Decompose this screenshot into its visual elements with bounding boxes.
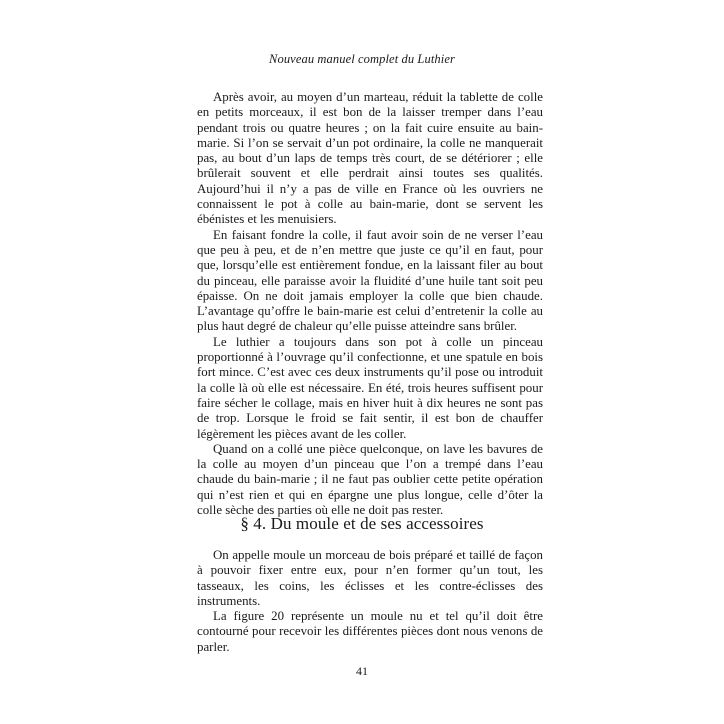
paragraph: On appelle moule un morceau de bois préparé et taillé de façon à pouvoir fixer entre eux, pour n’en former qu’un tout, les tasseaux, les coins, les éclisses et les contre-éclisses des instruments. <box>197 548 543 608</box>
paragraph: En faisant fondre la colle, il faut avoir soin de ne verser l’eau que peu à peu, et de n’en mettre que juste ce qu’il en faut, pour que, lorsqu’elle est entièrement fondue, en la laissant filer au bout du pinceau, elle paraisse avoir la fluidité d’une huile tant soit peu épaisse. On ne doit jamais employer la colle que bien chaude. L’avantage qu’offre le bain-marie est celui d’entretenir la colle au plus haut degré de chaleur qu’elle puisse atteindre sans brûler. <box>197 227 543 334</box>
paragraph: Le luthier a toujours dans son pot à colle un pinceau proportionné à l’ouvrage qu’il confectionne, et une spatule en bois fort mince. C’est avec ces deux instruments qu’il pose ou introduit la colle là où elle est nécessaire. En été, trois heures suffisent pour faire sécher le collage, mais en hiver huit à dix heures ne sont pas de trop. Lorsque le froid se fait sentir, il est bon de chauffer légèrement les pièces avant de les coller. <box>197 334 543 441</box>
text-block-after-section <box>197 548 543 655</box>
paragraph: La figure 20 représente un moule nu et tel qu’il doit être contourné pour recevoir les différentes pièces dont nous venons de parler. <box>197 609 543 654</box>
paragraph: Après avoir, au moyen d’un marteau, réduit la tablette de colle en petits morceaux, il est bon de la laisser tremper dans l’eau pendant trois ou quatre heures ; on la fait cuire ensuite au bain-marie. Si l’on se servait d’un pot ordinaire, la colle ne manquerait pas, au bout d’un laps de temps très court, de se détériorer ; elle brûlerait souvent et elle perdrait ainsi toutes ses qualités. Aujourd’hui il n’y a pas de ville en France où les ouvriers ne connaissent le pot à colle au bain-marie, dont se servent les ébénistes et les menuisiers. <box>197 90 543 227</box>
section-heading: § 4. Du moule et de ses accessoires <box>240 514 484 533</box>
running-title: Nouveau manuel complet du Luthier <box>269 52 455 66</box>
page-number: 41 <box>356 664 368 678</box>
text-block-before-section <box>197 90 543 518</box>
paragraph: Quand on a collé une pièce quelconque, on lave les bavures de la colle au moyen d’un pinceau que l’on a trempé dans l’eau chaude du bain-marie ; il ne faut pas oublier cette petite opération qui n’est rien et qui en épargne une plus longue, celle d’ôter la colle sèche des parties où elle ne doit pas rester. <box>197 441 543 518</box>
